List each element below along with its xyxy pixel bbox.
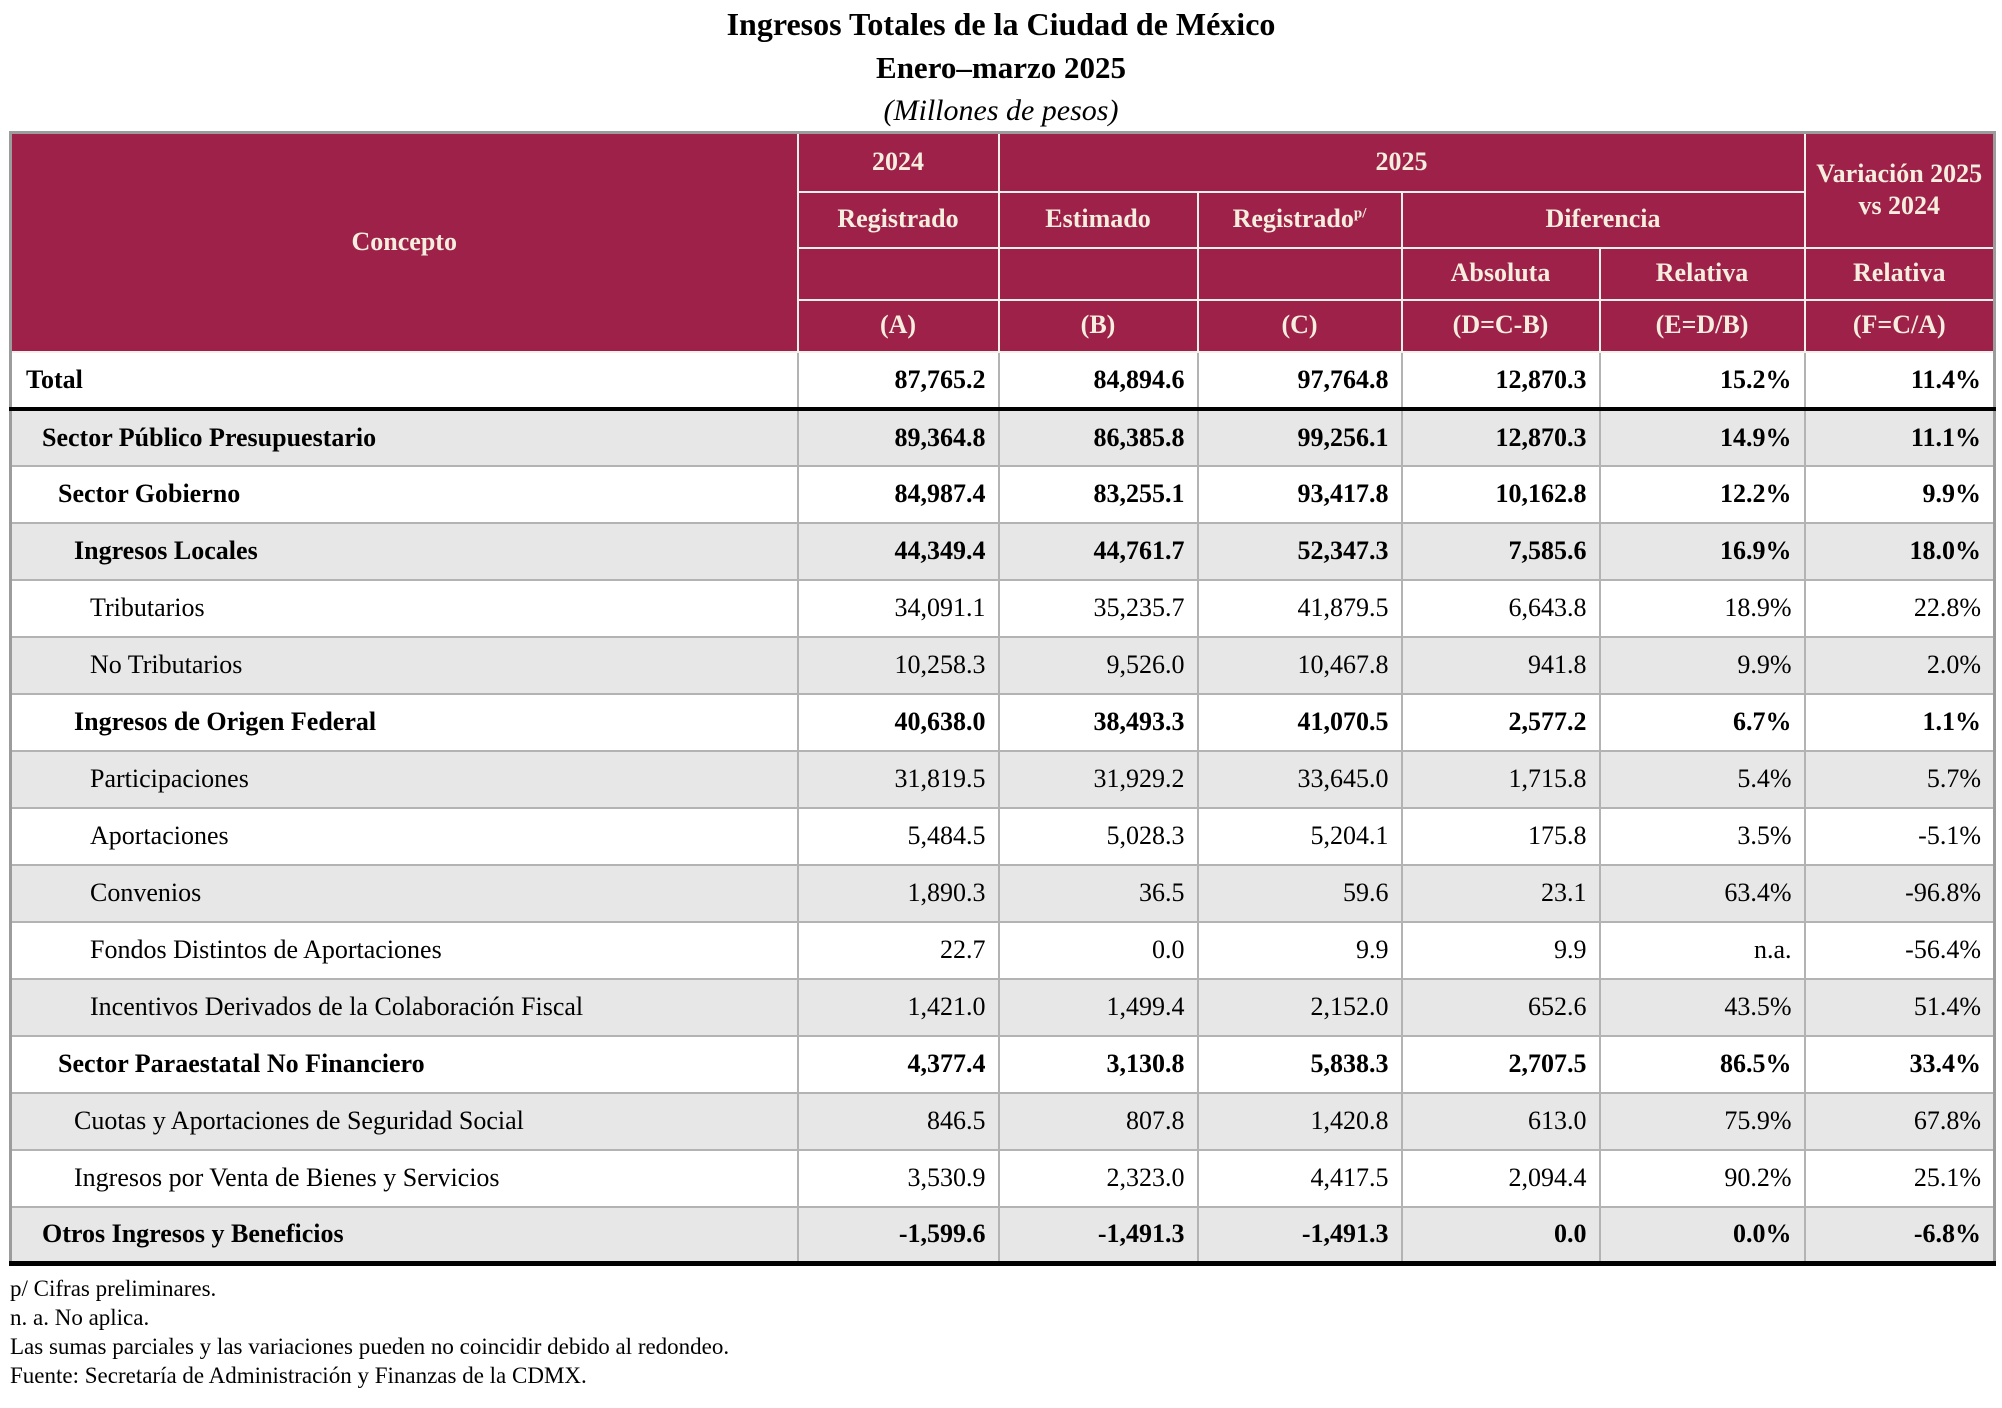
row-value-d: 2,707.5 [1402, 1036, 1600, 1093]
row-value-e: 75.9% [1600, 1093, 1805, 1150]
row-concept: Sector Paraestatal No Financiero [11, 1036, 798, 1093]
row-value-e: 18.9% [1600, 580, 1805, 637]
row-value-e: 9.9% [1600, 637, 1805, 694]
row-value-d: 652.6 [1402, 979, 1600, 1036]
row-concept: No Tributarios [11, 637, 798, 694]
col-header-formula-d: (D=C-B) [1402, 300, 1600, 352]
row-value-e: 63.4% [1600, 865, 1805, 922]
row-concept: Ingresos Locales [11, 523, 798, 580]
row-value-a: 87,765.2 [798, 352, 999, 409]
row-value-f: -96.8% [1805, 865, 1995, 922]
table-row [11, 751, 1995, 808]
registrado-2025-label: Registrado [1232, 204, 1354, 234]
row-value-f: 25.1% [1805, 1150, 1995, 1207]
row-value-d: 1,715.8 [1402, 751, 1600, 808]
col-header-empty-c [1198, 248, 1402, 300]
row-value-b: 35,235.7 [999, 580, 1198, 637]
row-concept: Participaciones [11, 751, 798, 808]
table-row [11, 808, 1995, 865]
row-value-f: -56.4% [1805, 922, 1995, 979]
row-value-e: 14.9% [1600, 409, 1805, 466]
row-value-a: 22.7 [798, 922, 999, 979]
col-header-2024: 2024 [798, 133, 999, 192]
row-concept: Cuotas y Aportaciones de Seguridad Social [11, 1093, 798, 1150]
row-value-d: 12,870.3 [1402, 409, 1600, 466]
table-row [11, 865, 1995, 922]
table-row [11, 1036, 1995, 1093]
row-value-d: 12,870.3 [1402, 352, 1600, 409]
row-value-b: 1,499.4 [999, 979, 1198, 1036]
page-subtitle-period: Enero–marzo 2025 [876, 50, 1126, 85]
col-header-registrado-2025 [1198, 192, 1402, 248]
row-value-d: 9.9 [1402, 922, 1600, 979]
row-value-d: 613.0 [1402, 1093, 1600, 1150]
row-value-d: 175.8 [1402, 808, 1600, 865]
row-value-f: 9.9% [1805, 466, 1995, 523]
row-value-a: 1,421.0 [798, 979, 999, 1036]
row-value-c: 9.9 [1198, 922, 1402, 979]
row-value-f: 2.0% [1805, 637, 1995, 694]
row-value-a: 31,819.5 [798, 751, 999, 808]
row-concept: Ingresos por Venta de Bienes y Servicios [11, 1150, 798, 1207]
row-value-c: 41,879.5 [1198, 580, 1402, 637]
row-value-e: 3.5% [1600, 808, 1805, 865]
row-value-d: 941.8 [1402, 637, 1600, 694]
row-value-a: 5,484.5 [798, 808, 999, 865]
row-value-e: 86.5% [1600, 1036, 1805, 1093]
row-value-b: 36.5 [999, 865, 1198, 922]
row-value-e: 6.7% [1600, 694, 1805, 751]
row-value-f: 22.8% [1805, 580, 1995, 637]
row-value-e: 0.0% [1600, 1207, 1805, 1264]
row-value-e: 15.2% [1600, 352, 1805, 409]
row-value-f: 5.7% [1805, 751, 1995, 808]
row-value-c: 33,645.0 [1198, 751, 1402, 808]
row-value-d: 2,577.2 [1402, 694, 1600, 751]
row-value-b: 83,255.1 [999, 466, 1198, 523]
row-value-c: 99,256.1 [1198, 409, 1402, 466]
table-row [11, 523, 1995, 580]
title-block [0, 0, 2002, 131]
footnote-preliminares: p/ Cifras preliminares. [10, 1276, 217, 1301]
row-value-c: 5,838.3 [1198, 1036, 1402, 1093]
footnote-redondeo: Las sumas parciales y las variaciones pueden no coincidir debido al redondeo. [10, 1334, 730, 1359]
row-concept: Aportaciones [11, 808, 798, 865]
row-value-c: 10,467.8 [1198, 637, 1402, 694]
row-value-c: 1,420.8 [1198, 1093, 1402, 1150]
row-value-f: 33.4% [1805, 1036, 1995, 1093]
col-header-relativa-e: Relativa [1600, 248, 1805, 300]
row-value-a: 34,091.1 [798, 580, 999, 637]
row-value-d: 0.0 [1402, 1207, 1600, 1264]
col-header-estimado: Estimado [999, 192, 1198, 248]
col-header-formula-f: (F=C/A) [1805, 300, 1995, 352]
row-value-e: 90.2% [1600, 1150, 1805, 1207]
table-row [11, 352, 1995, 409]
row-value-b: 44,761.7 [999, 523, 1198, 580]
row-value-a: 3,530.9 [798, 1150, 999, 1207]
row-value-f: 1.1% [1805, 694, 1995, 751]
row-value-c: 41,070.5 [1198, 694, 1402, 751]
row-concept: Sector Gobierno [11, 466, 798, 523]
row-value-a: 4,377.4 [798, 1036, 999, 1093]
row-value-f: -5.1% [1805, 808, 1995, 865]
row-value-f: 67.8% [1805, 1093, 1995, 1150]
row-value-f: 51.4% [1805, 979, 1995, 1036]
row-value-b: 84,894.6 [999, 352, 1198, 409]
col-header-2025: 2025 [999, 133, 1805, 192]
row-value-c: 93,417.8 [1198, 466, 1402, 523]
preliminary-footnote-marker: p/ [1353, 205, 1367, 222]
row-concept: Incentivos Derivados de la Colaboración Fiscal [11, 979, 798, 1036]
table-row [11, 580, 1995, 637]
table-body [11, 352, 1995, 1264]
row-value-e: 16.9% [1600, 523, 1805, 580]
row-value-b: 2,323.0 [999, 1150, 1198, 1207]
row-value-b: 38,493.3 [999, 694, 1198, 751]
row-concept: Total [11, 352, 798, 409]
row-value-a: 84,987.4 [798, 466, 999, 523]
row-value-f: 11.1% [1805, 409, 1995, 466]
page-title: Ingresos Totales de la Ciudad de México [726, 6, 1276, 42]
col-header-concepto: Concepto [11, 133, 798, 352]
row-value-b: 3,130.8 [999, 1036, 1198, 1093]
row-value-b: 31,929.2 [999, 751, 1198, 808]
row-value-a: -1,599.6 [798, 1207, 999, 1264]
col-header-formula-e: (E=D/B) [1600, 300, 1805, 352]
row-value-b: 86,385.8 [999, 409, 1198, 466]
row-value-e: 12.2% [1600, 466, 1805, 523]
row-value-d: 2,094.4 [1402, 1150, 1600, 1207]
col-header-empty-a [798, 248, 999, 300]
row-concept: Convenios [11, 865, 798, 922]
row-value-b: 5,028.3 [999, 808, 1198, 865]
row-value-c: 59.6 [1198, 865, 1402, 922]
row-value-e: 5.4% [1600, 751, 1805, 808]
table-row [11, 637, 1995, 694]
row-value-b: -1,491.3 [999, 1207, 1198, 1264]
row-value-b: 0.0 [999, 922, 1198, 979]
row-concept: Sector Público Presupuestario [11, 409, 798, 466]
row-value-c: 97,764.8 [1198, 352, 1402, 409]
table-row [11, 979, 1995, 1036]
row-concept: Ingresos de Origen Federal [11, 694, 798, 751]
table-row [11, 466, 1995, 523]
col-header-formula-a: (A) [798, 300, 999, 352]
table-row [11, 1207, 1995, 1264]
row-value-a: 10,258.3 [798, 637, 999, 694]
footnote-fuente: Fuente: Secretaría de Administración y Finanzas de la CDMX. [10, 1363, 587, 1388]
footnote-no-aplica: n. a. No aplica. [10, 1305, 150, 1330]
row-value-e: n.a. [1600, 922, 1805, 979]
revenue-table [9, 131, 1996, 1266]
col-header-diferencia: Diferencia [1402, 192, 1805, 248]
col-header-absoluta: Absoluta [1402, 248, 1600, 300]
row-value-a: 1,890.3 [798, 865, 999, 922]
row-value-f: -6.8% [1805, 1207, 1995, 1264]
row-value-a: 40,638.0 [798, 694, 999, 751]
row-value-a: 846.5 [798, 1093, 999, 1150]
row-value-c: 52,347.3 [1198, 523, 1402, 580]
col-header-variacion: Variación 2025 vs 2024 [1805, 133, 1995, 248]
row-value-f: 11.4% [1805, 352, 1995, 409]
row-value-c: -1,491.3 [1198, 1207, 1402, 1264]
table-row [11, 1150, 1995, 1207]
row-value-d: 23.1 [1402, 865, 1600, 922]
table-header [11, 133, 1995, 352]
row-value-a: 89,364.8 [798, 409, 999, 466]
col-header-formula-b: (B) [999, 300, 1198, 352]
row-concept: Otros Ingresos y Beneficios [11, 1207, 798, 1264]
row-value-c: 5,204.1 [1198, 808, 1402, 865]
row-value-c: 4,417.5 [1198, 1150, 1402, 1207]
table-row [11, 694, 1995, 751]
footnotes [10, 1274, 2002, 1390]
row-value-d: 7,585.6 [1402, 523, 1600, 580]
row-value-e: 43.5% [1600, 979, 1805, 1036]
row-value-a: 44,349.4 [798, 523, 999, 580]
row-value-c: 2,152.0 [1198, 979, 1402, 1036]
table-row [11, 409, 1995, 466]
row-value-d: 6,643.8 [1402, 580, 1600, 637]
page-subtitle-units: (Millones de pesos) [883, 94, 1119, 127]
col-header-formula-c: (C) [1198, 300, 1402, 352]
col-header-relativa-f: Relativa [1805, 248, 1995, 300]
col-header-registrado-2024: Registrado [798, 192, 999, 248]
row-value-b: 807.8 [999, 1093, 1198, 1150]
table-row [11, 922, 1995, 979]
row-value-f: 18.0% [1805, 523, 1995, 580]
row-value-b: 9,526.0 [999, 637, 1198, 694]
col-header-empty-b [999, 248, 1198, 300]
table-row [11, 1093, 1995, 1150]
row-value-d: 10,162.8 [1402, 466, 1600, 523]
row-concept: Fondos Distintos de Aportaciones [11, 922, 798, 979]
row-concept: Tributarios [11, 580, 798, 637]
